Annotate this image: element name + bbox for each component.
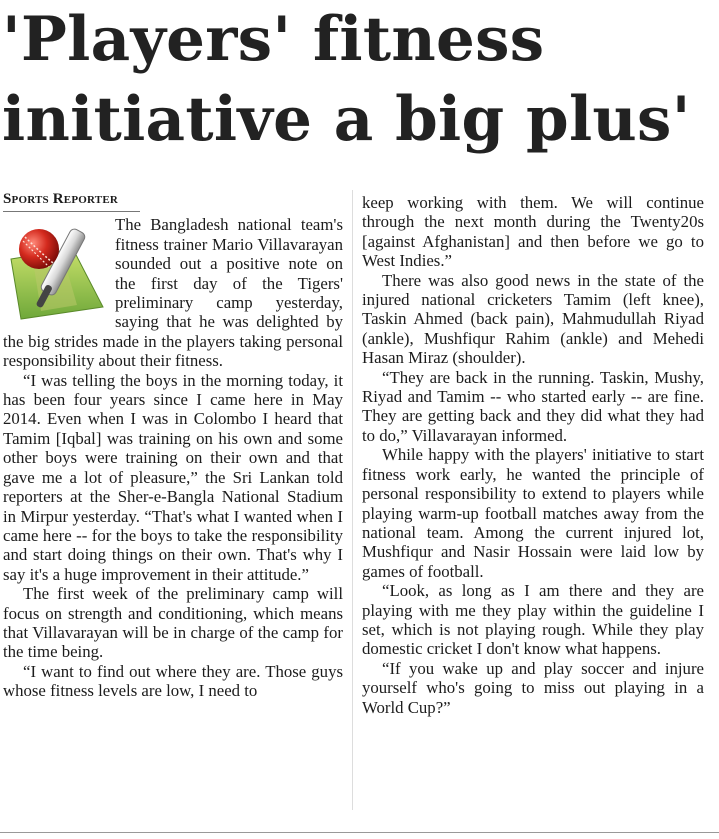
article-column-right (362, 193, 704, 717)
column-divider (352, 190, 353, 810)
paragraph-3: The first week of the preliminary camp will focus on strength and conditioning, which means that Villavarayan will be in charge of the camp for the time being. (3, 584, 343, 662)
article-column-left (3, 190, 343, 701)
paragraph-6: “They are back in the running. Taskin, Mushy, Riyad and Tamim -- who started early -- are fine. They are getting back and they did what they had to do,” Villavarayan informed. (362, 367, 704, 445)
paragraph-5: There was also good news in the state of the injured national cricketers Tamim (left knee), Taskin Ahmed (back pain), Mahmudullah Riyad (ankle), Mushfiqur Rahim (ankle) and Mehedi Hasan Miraz (shoulder). (362, 270, 704, 368)
headline-line-2: initiative a big plus' (2, 84, 691, 155)
cricket-ball-bat-icon (3, 219, 109, 325)
headline (2, 0, 714, 160)
paragraph-4-continued: keep working with them. We will continue through the next month during the Twenty20s [against Afghanistan] and then before we go to West Indies.” (362, 193, 704, 271)
bottom-rule (0, 832, 719, 833)
paragraph-1: The Bangladesh national team's fitness trainer Mario Villavarayan sounded out a positive note on the first day of the Tigers' preliminary camp yesterday, saying that he was delighted by the big strides made in the players taking personal responsibility about their fitness. (3, 215, 343, 371)
byline: Sports Reporter (3, 190, 140, 212)
paragraph-7: While happy with the players' initiative to start fitness work early, he wanted the principle of personal responsibility to extend to players while playing warm-up football matches away from the national team. Among the current injured lot, Mushfiqur and Nasir Hossain were laid low by games of football. (362, 445, 704, 581)
paragraph-8: “Look, as long as I am there and they are playing with me they play within the guideline I set, which is not playing rough. While they play domestic cricket I don't know what happens. (362, 581, 704, 659)
paragraph-2: “I was telling the boys in the morning today, it has been four years since I came here in May 2014. Even when I was in Colombo I heard that Tamim [Iqbal] was training on his own and some other boys were training on their own and that gave me a lot of pleasure,” the Sri Lankan told reporters at the Sher-e-Bangla National Stadium in Mirpur yesterday. “That's what I wanted when I came here -- for the boys to take the responsibility and start doing things on their own. That's why I say it's a huge improvement in their attitude.” (3, 370, 343, 584)
paragraph-9: “If you wake up and play soccer and injure yourself who's going to miss out playing in a World Cup?” (362, 658, 704, 717)
headline-line-1: 'Players' fitness (2, 4, 545, 75)
paragraph-4: “I want to find out where they are. Those guys whose fitness levels are low, I need to (3, 661, 343, 701)
